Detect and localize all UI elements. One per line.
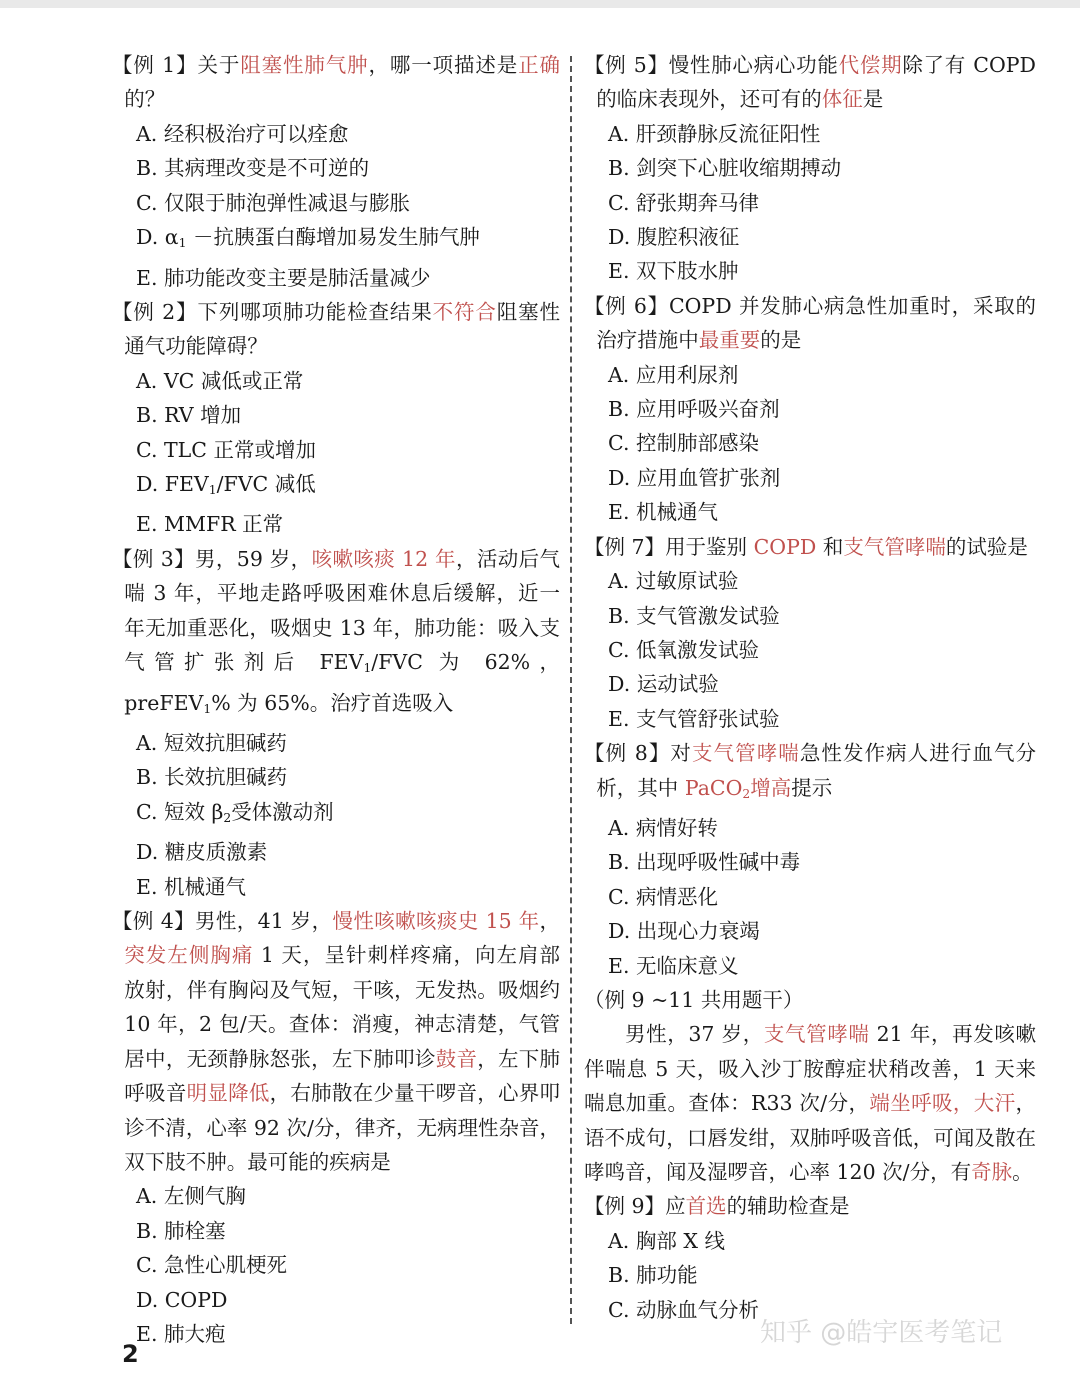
stem-text: ，活动后气喘 3 年，平地走路呼吸困难休息后缓解，近一年无加重恶化，吸烟史 13 年，肺功能：吸入支气管扩张剂后 FEV xyxy=(124,546,560,675)
stem-highlight: 咳嗽咳痰 12 年 xyxy=(311,546,456,571)
stem-text: ， xyxy=(539,909,560,934)
stem-text: 对 xyxy=(670,741,692,766)
option-c: C. 低氧激发试验 xyxy=(608,637,759,662)
option-d xyxy=(112,467,560,507)
option-text: D. α xyxy=(136,225,179,250)
watermark: 知乎 @皓宇医考笔记 xyxy=(760,1318,1003,1348)
stem-highlight: 支气管哮喘 xyxy=(763,1022,870,1047)
option-b: B. 肺功能 xyxy=(608,1263,698,1288)
question-9 xyxy=(584,1189,1036,1327)
subscript: 1 xyxy=(208,483,217,497)
option-c: C. 舒张期奔马律 xyxy=(608,190,759,215)
question-stem xyxy=(584,1189,1036,1223)
stem-text: 的辅助检查是 xyxy=(726,1194,850,1219)
question-stem xyxy=(584,289,1036,358)
stem-text: 男性，41 岁， xyxy=(195,909,333,934)
stem-text: 男，59 岁， xyxy=(195,546,312,571)
question-2 xyxy=(112,295,560,542)
question-label: 【例 6】 xyxy=(584,293,669,318)
option-b: B. 长效抗胆碱药 xyxy=(136,765,288,790)
stem-text: 除了有 COPD 的临床表现外，还可有的 xyxy=(596,53,1036,112)
right-column xyxy=(584,48,1036,1327)
stem-highlight: 突发左侧胸痛 xyxy=(124,943,254,968)
subscript: 1 xyxy=(178,236,187,251)
question-label: 【例 8】 xyxy=(584,741,671,766)
option-c: C. 动脉血气分析 xyxy=(608,1297,759,1322)
stem-text: 慢性肺心病心功能 xyxy=(668,53,839,77)
option-b: B. 支气管激发试验 xyxy=(608,603,780,628)
option-a: A. 病情好转 xyxy=(608,816,718,840)
option-a: A. 胸部 X 线 xyxy=(608,1228,725,1253)
question-3 xyxy=(112,542,560,904)
column-divider xyxy=(570,56,572,1324)
stem-highlight: 支气管哮喘 xyxy=(843,534,946,559)
option-d: D. 糖皮质激素 xyxy=(136,840,268,865)
stem-highlight: 支气管哮喘 xyxy=(691,741,800,766)
option-a: A. 左侧气胸 xyxy=(136,1184,246,1209)
option-text: －抗胰蛋白酶增加易发生肺气肿 xyxy=(186,225,480,250)
question-stem xyxy=(584,48,1036,117)
option-e: E. 无临床意义 xyxy=(608,953,739,978)
option-e: E. 机械通气 xyxy=(608,500,718,525)
stem-highlight: 首选 xyxy=(685,1194,727,1219)
stem-highlight: PaCO xyxy=(684,775,743,800)
question-1 xyxy=(112,48,560,295)
option-text: D. FEV xyxy=(136,471,209,496)
option-d: D. 运动试验 xyxy=(608,672,719,697)
option-b: B. RV 增加 xyxy=(136,403,242,428)
question-stem xyxy=(112,542,560,726)
stem-text: ，右肺散在少量干啰音，心界叩诊不清，心率 92 次/分，律齐，无病理性杂音，双下肢不肿。最可能的疾病是 xyxy=(124,1081,561,1174)
option-e: E. 支气管舒张试验 xyxy=(608,706,780,731)
stem-text: ，左下肺呼吸音 xyxy=(124,1046,561,1106)
stem-highlight: 代偿期 xyxy=(838,53,903,77)
stem-highlight: COPD xyxy=(753,534,817,559)
stem-text: 是 xyxy=(862,87,884,112)
stem-highlight: 正确 xyxy=(518,53,561,77)
question-stem xyxy=(112,904,560,1179)
option-c xyxy=(112,795,560,835)
option-d xyxy=(112,220,560,260)
stem-text: 应 xyxy=(665,1194,686,1219)
question-label: 【例 2】 xyxy=(112,299,198,324)
page-number: 2 xyxy=(122,1340,139,1368)
question-stem xyxy=(112,295,560,364)
question-4 xyxy=(112,904,560,1351)
question-label: 【例 5】 xyxy=(584,53,669,77)
subscript: 2 xyxy=(223,810,232,825)
stem-text: COPD 并发肺心病急性加重时，采取的治疗措施中 xyxy=(596,293,1036,353)
stem-text: 男性，37 岁， xyxy=(625,1022,764,1047)
left-column xyxy=(112,48,560,1351)
option-e: E. MMFR 正常 xyxy=(136,512,284,537)
option-d: D. 应用血管扩张剂 xyxy=(608,465,781,490)
option-a: A. 应用利尿剂 xyxy=(608,362,739,387)
option-a: A. 经积极治疗可以痊愈 xyxy=(136,121,349,146)
option-d: D. 腹腔积液征 xyxy=(608,225,740,250)
option-b: B. 肺栓塞 xyxy=(136,1218,226,1243)
option-c: C. 仅限于肺泡弹性减退与膨胀 xyxy=(136,190,410,215)
option-a: A. 过敏原试验 xyxy=(608,569,739,594)
stem-highlight: 明显降低 xyxy=(186,1081,270,1106)
stem-text: 。 xyxy=(1012,1160,1033,1185)
stem-highlight: 鼓音 xyxy=(435,1046,478,1071)
option-c: C. 控制肺部感染 xyxy=(608,431,759,456)
option-b: B. 应用呼吸兴奋剂 xyxy=(608,397,780,422)
top-bar xyxy=(0,0,1080,8)
question-label: 【例 7】 xyxy=(584,534,666,559)
stem-highlight: 不符合 xyxy=(432,299,497,324)
shared-stem-heading: （例 9 ~11 共用题干） xyxy=(584,988,804,1013)
question-label: 【例 1】 xyxy=(112,53,198,77)
stem-text: 和 xyxy=(816,534,844,559)
option-d: D. 出现心力衰竭 xyxy=(608,919,760,944)
question-label: 【例 3】 xyxy=(112,546,196,571)
option-text: 受体激动剂 xyxy=(231,799,334,824)
stem-text: 急性发作病人进行血气分析，其中 xyxy=(596,741,1037,800)
stem-highlight: 奇脉 xyxy=(971,1160,1013,1185)
subscript: 1 xyxy=(203,701,212,716)
option-e: E. 双下肢水肿 xyxy=(608,259,739,284)
stem-text: 的试验是 xyxy=(945,534,1028,559)
question-label: 【例 4】 xyxy=(112,909,196,934)
stem-text: 的？ xyxy=(124,87,166,112)
stem-text: 21 年，再发咳嗽伴喘息 5 天，吸入沙丁胺醇症状稍改善，1 天来喘息加重。查体：R33 次/分， xyxy=(584,1022,1036,1116)
stem-highlight: 慢性咳嗽咳痰史 15 年 xyxy=(332,909,540,934)
option-b: B. 剑突下心脏收缩期搏动 xyxy=(608,156,842,181)
stem-text: ，语不成句，口唇发绀，双肺呼吸音低，可闻及散在哮鸣音，闻及湿啰音，心率 120 次/分，有 xyxy=(584,1091,1037,1185)
stem-text: 下列哪项肺功能检查结果 xyxy=(197,299,433,324)
stem-text: 的是 xyxy=(760,328,802,353)
question-stem xyxy=(112,48,560,117)
subscript: 2 xyxy=(742,786,751,801)
option-e: E. 机械通气 xyxy=(136,874,246,899)
stem-highlight: 体征 xyxy=(821,87,863,112)
option-text: /FVC 减低 xyxy=(216,471,316,496)
question-label: 【例 9】 xyxy=(584,1194,666,1219)
option-a: A. 短效抗胆碱药 xyxy=(136,730,287,755)
shared-stem-text xyxy=(584,1017,1036,1189)
option-a: A. 肝颈静脉反流征阳性 xyxy=(608,121,821,146)
question-stem xyxy=(584,736,1036,811)
stem-text: ，哪一项描述是 xyxy=(368,53,519,77)
stem-highlight: 端坐呼吸，大汗 xyxy=(869,1091,1016,1116)
stem-text: /FVC 为 62%，preFEV xyxy=(124,650,561,715)
question-7 xyxy=(584,530,1036,736)
option-e: E. 肺功能改变主要是肺活量减少 xyxy=(136,265,431,290)
option-d: D. COPD xyxy=(136,1287,228,1312)
stem-highlight: 阻塞性肺气肿 xyxy=(240,53,369,77)
question-8 xyxy=(584,736,1036,983)
question-5 xyxy=(584,48,1036,289)
stem-text: 用于鉴别 xyxy=(665,534,754,559)
stem-text: 1 天，呈针刺样疼痛，向左肩部放射，伴有胸闷及气短，干咳，无发热。吸烟约 10 年，2 包/天。查体：消瘦，神志清楚，气管居中，无颈静脉怒张，左下肺叩诊 xyxy=(124,943,561,1071)
option-b: B. 出现呼吸性碱中毒 xyxy=(608,850,801,875)
stem-text: 提示 xyxy=(791,775,833,800)
option-text: C. 短效 β xyxy=(136,799,224,824)
stem-highlight: 最重要 xyxy=(698,328,761,353)
stem-text: % 为 65%。治疗首选吸入 xyxy=(211,690,454,715)
stem-text: 阻塞性通气功能障碍？ xyxy=(124,299,561,359)
option-b: B. 其病理改变是不可逆的 xyxy=(136,156,370,181)
shared-stem xyxy=(584,983,1036,1189)
question-6 xyxy=(584,289,1036,530)
stem-highlight: 增高 xyxy=(750,775,792,800)
option-c: C. 病情恶化 xyxy=(608,884,718,909)
subscript: 1 xyxy=(363,661,372,676)
option-e: E. 肺大疱 xyxy=(136,1321,226,1346)
option-c: C. TLC 正常或增加 xyxy=(136,437,316,462)
question-stem xyxy=(584,530,1036,564)
option-a: A. VC 减低或正常 xyxy=(136,368,304,393)
option-c: C. 急性心肌梗死 xyxy=(136,1253,287,1278)
stem-text: 关于 xyxy=(197,53,241,77)
